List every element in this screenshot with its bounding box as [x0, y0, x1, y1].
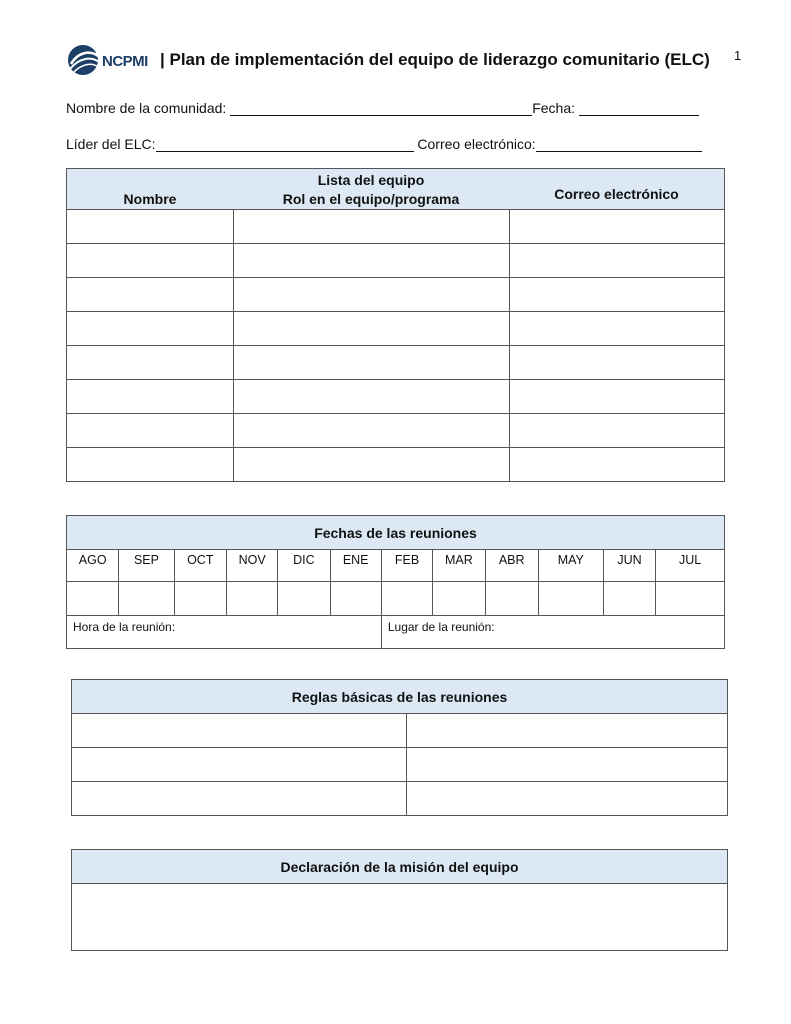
rule-cell[interactable] [407, 748, 728, 782]
table-row [72, 782, 728, 816]
mission-body-row [72, 884, 728, 951]
month-label: ENE [330, 550, 381, 582]
role-cell[interactable] [233, 448, 509, 482]
month-dates-row [67, 582, 725, 616]
month-date-cell[interactable] [226, 582, 277, 616]
month-label: ABR [485, 550, 538, 582]
date-input-line[interactable] [579, 101, 699, 116]
mission-statement-table [71, 849, 728, 951]
email-cell[interactable] [509, 244, 725, 278]
team-roster-table [66, 168, 725, 482]
meeting-place-label: Lugar de la reunión: [387, 620, 495, 634]
month-date-cell[interactable] [119, 582, 174, 616]
month-date-cell[interactable] [485, 582, 538, 616]
table-row [67, 244, 725, 278]
month-date-cell[interactable] [330, 582, 381, 616]
mission-text-cell[interactable] [72, 884, 728, 951]
community-input-line[interactable] [230, 101, 532, 116]
page-title: | Plan de implementación del equipo de liderazgo comunitario (ELC) [160, 50, 710, 69]
logo-swirl-icon [66, 42, 102, 78]
email-cell[interactable] [509, 414, 725, 448]
col-name-label: Nombre [123, 191, 177, 207]
role-cell[interactable] [233, 278, 509, 312]
month-date-cell[interactable] [174, 582, 226, 616]
meeting-time-cell[interactable] [67, 616, 382, 649]
role-cell[interactable] [233, 414, 509, 448]
month-date-cell[interactable] [381, 582, 432, 616]
month-label: AGO [67, 550, 119, 582]
meeting-details-row [67, 616, 725, 649]
mission-title: Declaración de la misión del equipo [72, 850, 728, 884]
table-row [67, 312, 725, 346]
name-cell[interactable] [67, 380, 234, 414]
ground-rules-table [71, 679, 728, 816]
month-label: JUN [603, 550, 655, 582]
months-row [67, 550, 725, 582]
community-label: Nombre de la comunidad: [66, 100, 227, 116]
meeting-place-cell[interactable] [381, 616, 724, 649]
col-email-header [509, 169, 725, 210]
table-row [67, 210, 725, 244]
name-cell[interactable] [67, 244, 234, 278]
month-date-cell[interactable] [433, 582, 485, 616]
logo-text: NCPMI [102, 53, 148, 70]
meeting-dates-table [66, 515, 725, 649]
rule-cell[interactable] [407, 782, 728, 816]
rule-cell[interactable] [72, 748, 407, 782]
role-cell[interactable] [233, 244, 509, 278]
month-date-cell[interactable] [278, 582, 330, 616]
rule-cell[interactable] [407, 714, 728, 748]
name-cell[interactable] [67, 312, 234, 346]
table-row [72, 714, 728, 748]
roster-header-row [67, 169, 725, 210]
name-cell[interactable] [67, 278, 234, 312]
meetings-title: Fechas de las reuniones [67, 516, 725, 550]
month-label: SEP [119, 550, 174, 582]
table-row [67, 346, 725, 380]
date-label: Fecha: [532, 100, 576, 116]
page-number: 1 [734, 48, 742, 63]
table-row [67, 414, 725, 448]
mission-header-row [72, 850, 728, 884]
role-cell[interactable] [233, 380, 509, 414]
month-label: MAR [433, 550, 485, 582]
meeting-time-label: Hora de la reunión: [73, 620, 176, 634]
community-field-row [66, 100, 699, 116]
table-row [67, 448, 725, 482]
name-cell[interactable] [67, 448, 234, 482]
table-row [72, 748, 728, 782]
month-date-cell[interactable] [67, 582, 119, 616]
month-date-cell[interactable] [538, 582, 603, 616]
email-cell[interactable] [509, 278, 725, 312]
month-label: FEB [381, 550, 432, 582]
leader-field-row [66, 136, 702, 152]
leader-input-line[interactable] [156, 137, 414, 152]
meetings-header-row [67, 516, 725, 550]
table-row [67, 278, 725, 312]
name-cell[interactable] [67, 346, 234, 380]
month-label: OCT [174, 550, 226, 582]
month-label: MAY [538, 550, 603, 582]
roster-title: Lista del equipo [317, 172, 425, 188]
role-cell[interactable] [233, 346, 509, 380]
col-name-header [67, 169, 234, 210]
table-row [67, 380, 725, 414]
name-cell[interactable] [67, 414, 234, 448]
col-role-header [233, 169, 509, 210]
ncpmi-logo [66, 42, 156, 78]
month-label: NOV [226, 550, 277, 582]
month-label: DIC [278, 550, 330, 582]
email-input-line[interactable] [536, 137, 702, 152]
email-cell[interactable] [509, 346, 725, 380]
col-role-label: Rol en el equipo/programa [282, 191, 460, 207]
rule-cell[interactable] [72, 714, 407, 748]
email-label: Correo electrónico: [417, 136, 536, 152]
email-cell[interactable] [509, 312, 725, 346]
email-cell[interactable] [509, 380, 725, 414]
rules-header-row [72, 680, 728, 714]
name-cell[interactable] [67, 210, 234, 244]
month-date-cell[interactable] [603, 582, 655, 616]
role-cell[interactable] [233, 312, 509, 346]
email-cell[interactable] [509, 448, 725, 482]
page-header [66, 40, 766, 80]
month-date-cell[interactable] [656, 582, 725, 616]
rules-title: Reglas básicas de las reuniones [72, 680, 728, 714]
col-email-label: Correo electrónico [554, 186, 679, 202]
email-cell[interactable] [509, 210, 725, 244]
role-cell[interactable] [233, 210, 509, 244]
rule-cell[interactable] [72, 782, 407, 816]
month-label: JUL [656, 550, 725, 582]
leader-label: Líder del ELC: [66, 136, 156, 152]
